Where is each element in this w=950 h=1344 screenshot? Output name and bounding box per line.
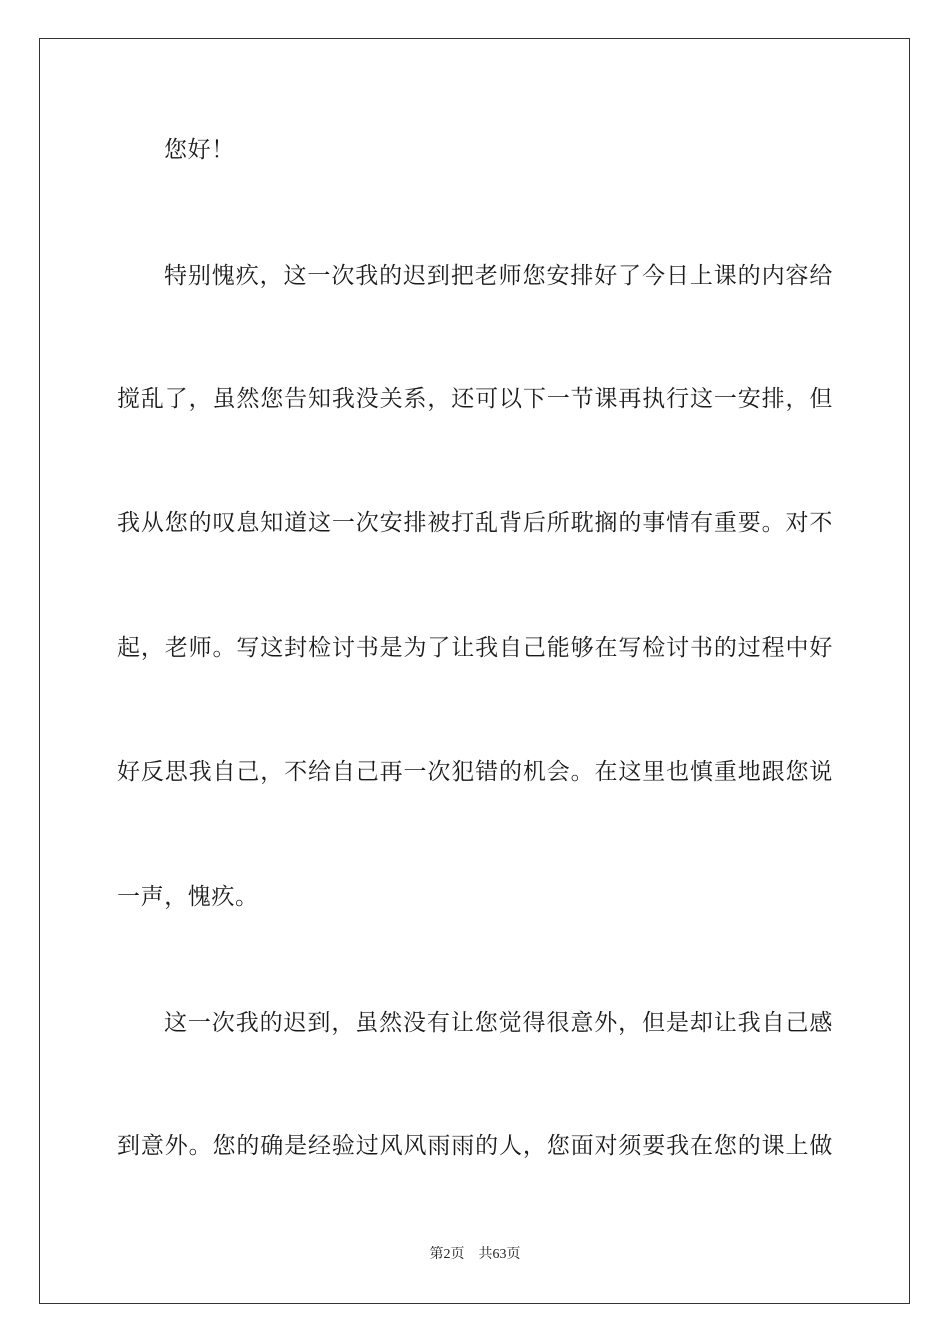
paragraph-1-line-4: 起，老师。写这封检讨书是为了让我自己能够在写检讨书的过程中好 <box>117 635 833 661</box>
greeting-line: 您好！ <box>164 137 235 163</box>
page-border <box>39 38 910 1304</box>
paragraph-2-line-2: 到意外。您的确是经验过风风雨雨的人，您面对须要我在您的课上做 <box>117 1133 833 1159</box>
page-footer <box>0 1246 950 1264</box>
page-total: 共63页 <box>478 1247 521 1262</box>
page-number: 第2页 <box>429 1247 465 1262</box>
paragraph-1-line-3: 我从您的叹息知道这一次安排被打乱背后所耽搁的事情有重要。对不 <box>117 510 833 536</box>
paragraph-1-line-1: 特别愧疚，这一次我的迟到把老师您安排好了今日上课的内容给 <box>164 263 833 289</box>
paragraph-1-line-2: 搅乱了，虽然您告知我没关系，还可以下一节课再执行这一安排，但 <box>117 386 833 412</box>
paragraph-2-line-1: 这一次我的迟到，虽然没有让您觉得很意外，但是却让我自己感 <box>164 1010 833 1036</box>
paragraph-1-line-5: 好反思我自己，不给自己再一次犯错的机会。在这里也慎重地跟您说 <box>117 759 833 785</box>
paragraph-1-line-6: 一声，愧疚。 <box>117 884 259 910</box>
